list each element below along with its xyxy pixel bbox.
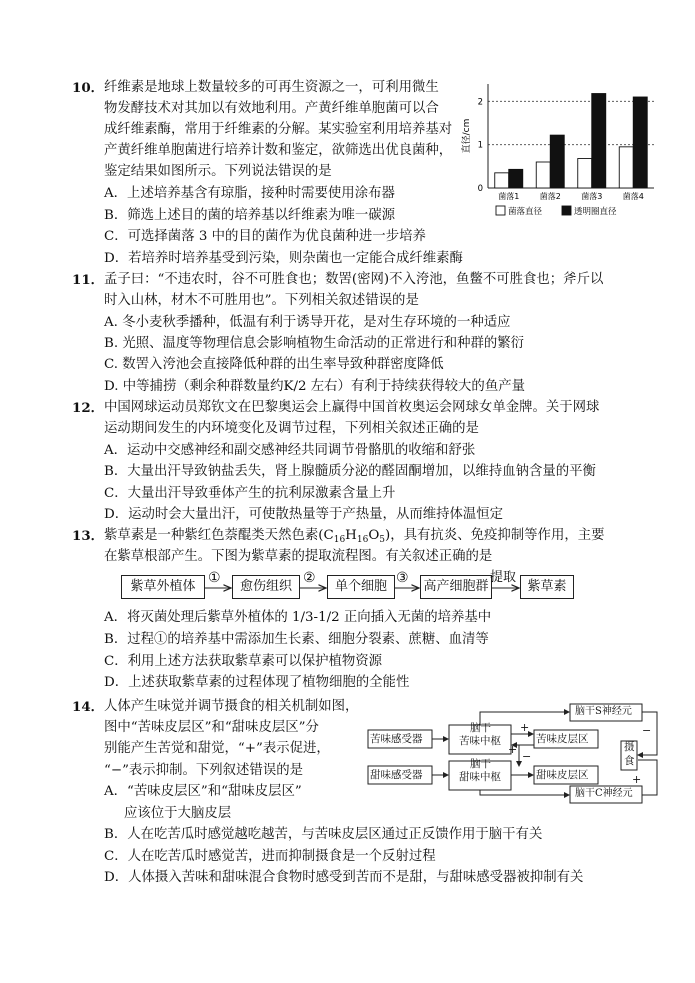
q10-option-a: A．上述培养基含有琼脂，接种时需要使用涂布器 <box>104 186 395 201</box>
x-tick-label: 菌落1 <box>498 192 520 201</box>
q12-option-b: B．大量出汗导致钠盐丢失，肾上腺髓质分泌的醛固酮增加，以维持血钠含量的平衡 <box>104 464 596 479</box>
eating-box-1: 摄 <box>624 741 635 753</box>
y-tick-label: 1 <box>477 140 483 151</box>
flow-step-1: ① <box>208 570 221 586</box>
flow-step-3: ③ <box>396 570 409 586</box>
q12-option-d: D．运动时会大量出汗，可使散热量等于产热量，从而维持体温恒定 <box>104 507 504 522</box>
q10-stem-line-4: 产黄纤维单胞菌进行培养计数和鉴定，欲筛选出优良菌种， <box>104 143 453 158</box>
plus-sign-1: + <box>520 721 530 734</box>
sweet-cortex-box: 甜味皮层区 <box>536 769 589 781</box>
q14-stem-line-2: 图中“苦味皮层区”和“甜味皮层区”分 <box>104 720 319 735</box>
sweet-receptor-box: 甜味感受器 <box>370 769 423 781</box>
bitter-center-line-2: 苦味中枢 <box>459 735 501 747</box>
minus-sign-1: − <box>522 750 532 763</box>
y-tick-label: 2 <box>477 97 483 108</box>
q13-option-a: A．将灭菌处理后紫草外植体的 1/3-1/2 正向插入无菌的培养基中 <box>104 610 492 625</box>
flow-step-extract: 提取 <box>490 570 517 585</box>
plus-sign-2: + <box>508 743 518 756</box>
q11-option-b: B. 光照、温度等物理信息会影响植物生命活动的正常进行和种群的繁衍 <box>104 336 525 351</box>
q14-option-b: B．人在吃苦瓜时感觉越吃越苦，与苦味皮层区通过正反馈作用于脑干有关 <box>104 827 543 842</box>
q12-stem-line-1: 中国网球运动员郑钦文在巴黎奥运会上赢得中国首枚奥运会网球女单金牌。关于网球 <box>104 400 600 415</box>
q10-number: 10． <box>72 80 105 96</box>
y-tick-label: 0 <box>477 184 483 194</box>
q10-option-d: D．若培养时培养基受到污染，则杂菌也一定能合成纤维素酶 <box>104 251 463 266</box>
plus-sign-3: + <box>632 773 642 786</box>
q13-stem-line-2: 在紫草根部产生。下图为紫草素的提取流程图。有关叙述正确的是 <box>104 549 493 564</box>
q10-stem-line-3: 成纤维素酶，常用于纤维素的分解。某实验室利用培养基对 <box>104 122 453 137</box>
s-neuron-box: 脑干S神经元 <box>575 706 632 717</box>
q12-option-a: A．运动中交感神经和副交感神经共同调节骨骼肌的收缩和舒张 <box>104 443 476 458</box>
q10-option-b: B．筛选上述目的菌的培养基以纤维素为唯一碳源 <box>104 208 396 223</box>
q13-option-b: B．过程①的培养基中需添加生长素、细胞分裂素、蔗糖、血清等 <box>104 632 489 647</box>
q11-option-c: C. 数罟入洿池会直接降低种群的出生率导致种群密度降低 <box>104 357 444 372</box>
c-neuron-box: 脑干C神经元 <box>575 788 633 799</box>
bitter-center-line-1: 脑干 <box>470 722 491 734</box>
x-tick-label: 菌落2 <box>539 192 561 201</box>
q14-option-d: D．人体摄入苦味和甜味混合食物时感受到苦而不是甜，与甜味感受器被抑制有关 <box>104 870 584 885</box>
flow-node-callus: 愈伤组织 <box>232 575 300 599</box>
eating-box-2: 食 <box>624 755 635 767</box>
q14-number: 14． <box>72 699 105 715</box>
q11-stem-line-1: 孟子曰：“不违农时，谷不可胜食也；数罟(密网)不入洿池，鱼鳖不可胜食也；斧斤以 <box>104 272 604 287</box>
flow-node-shikonin: 紫草素 <box>520 575 574 599</box>
y-axis-label: 直径/cm <box>462 118 472 154</box>
q10-stem-line-1: 纤维素是地球上数量较多的可再生资源之一，可利用微生 <box>104 80 439 95</box>
x-tick-label: 菌落4 <box>622 192 644 201</box>
minus-sign-2: − <box>642 724 652 737</box>
x-tick-label: 菌落3 <box>581 192 603 201</box>
q10-stem-line-5: 鉴定结果如图所示。下列说法错误的是 <box>104 164 332 179</box>
q14-stem-line-4: “−”表示抑制。下列叙述错误的是 <box>104 763 303 778</box>
q13-stem-line-1: 紫草素是一种紫红色萘醌类天然色素$(C_{16}H_{16}O_5)$，具有抗炎、免疫抑制等作用，主要 <box>104 528 605 545</box>
q14-option-a: A．“苦味皮层区”和“甜味皮层区” <box>104 784 302 799</box>
q14-stem-line-3: 别能产生苦觉和甜觉，“+”表示促进， <box>104 741 330 756</box>
q14-option-c: C．人在吃苦瓜时感觉苦，进而抑制摄食是一个反射过程 <box>104 849 436 864</box>
q12-option-c: C．大量出汗导致垂体产生的抗利尿激素含量上升 <box>104 486 396 501</box>
bitter-receptor-box: 苦味感受器 <box>370 733 423 745</box>
q10-option-c: C．可选择菌落 3 中的目的菌作为优良菌种进一步培养 <box>104 229 426 244</box>
sweet-center-line-1: 脑干 <box>470 758 491 770</box>
flow-step-2: ② <box>303 570 316 586</box>
q14-option-a-cont: 应该位于大脑皮层 <box>124 806 232 821</box>
q11-stem-line-2: 时入山林，材木不可胜用也”。下列相关叙述错误的是 <box>104 293 419 308</box>
q13-option-c: C．利用上述方法获取紫草素可以保护植物资源 <box>104 654 383 669</box>
q11-option-d: D. 中等捕捞（剩余种群数量约K/2 左右）有利于持续获得较大的鱼产量 <box>104 379 525 394</box>
sweet-center-line-2: 甜味中枢 <box>459 771 501 783</box>
legend-label: 透明圈直径 <box>574 207 617 217</box>
flow-node-cell-cluster: 高产细胞群 <box>420 575 492 599</box>
flow-node-explant: 紫草外植体 <box>121 575 205 599</box>
q11-number: 11． <box>72 272 105 288</box>
q14-stem-line-1: 人体产生味觉并调节摄食的相关机制如图， <box>104 699 359 714</box>
q10-stem-line-2: 物发酵技术对其加以有效地利用。产黄纤维单胞菌可以合 <box>104 101 439 116</box>
legend-label: 菌落直径 <box>508 207 543 217</box>
q13-number: 13． <box>72 528 105 544</box>
bitter-cortex-box: 苦味皮层区 <box>536 733 589 745</box>
q12-stem-line-2: 运动期间发生的内环境变化及调节过程，下列相关叙述正确的是 <box>104 421 479 436</box>
flow-node-single-cell: 单个细胞 <box>327 575 395 599</box>
q13-option-d: D．上述获取紫草素的过程体现了植物细胞的全能性 <box>104 675 410 690</box>
q11-option-a: A. 冬小麦秋季播种，低温有利于诱导开花，是对生存环境的一种适应 <box>104 315 511 330</box>
q12-number: 12． <box>72 400 105 416</box>
